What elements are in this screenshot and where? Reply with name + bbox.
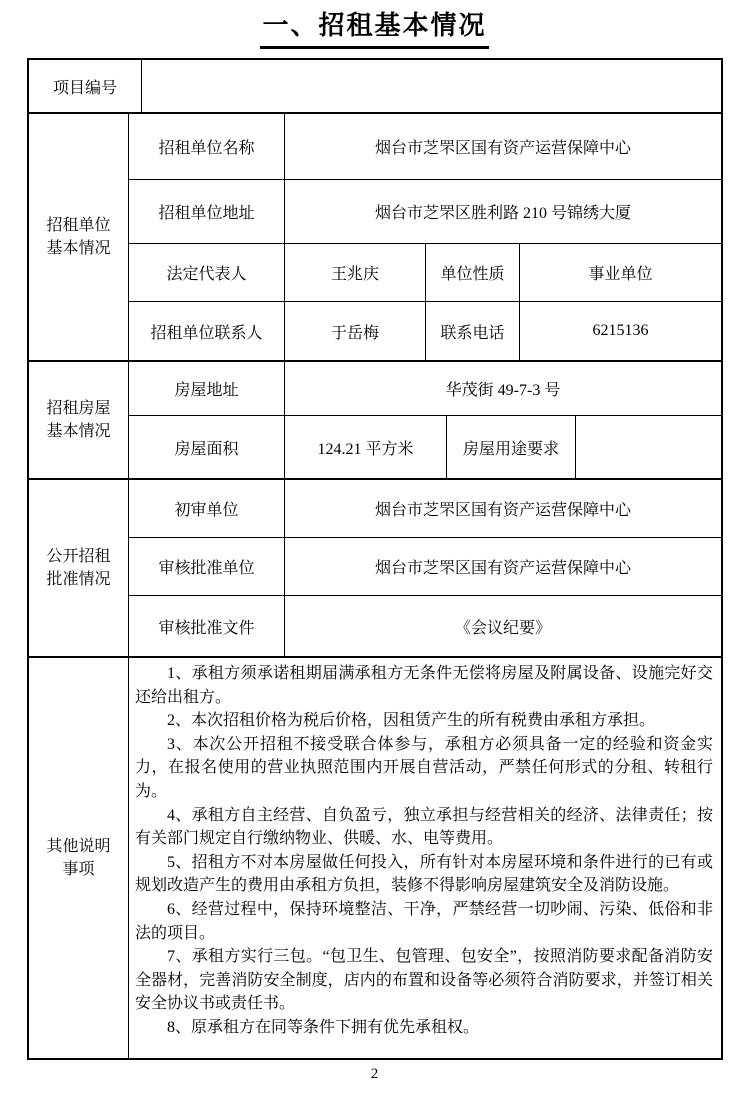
rental-info-table [27, 58, 723, 1060]
house-area-label: 房屋面积 [129, 416, 285, 478]
legal-rep-value: 王兆庆 [285, 244, 426, 301]
row-unit-name [129, 114, 721, 180]
legal-rep-label: 法定代表人 [129, 244, 285, 301]
review-unit-value: 烟台市芝罘区国有资产运营保障中心 [374, 560, 631, 577]
note-paragraph-5: 5、招租方不对本房屋做任何投入，所有针对本房屋环境和条件进行的已有或规划改造产生的费用由承租方负担，装修不得影响房屋建筑安全及消防设施。 [135, 853, 713, 895]
group-house-body [129, 362, 721, 478]
group-unit-label [29, 114, 129, 360]
group-approval-info [29, 480, 721, 658]
house-area-value: 124.21 平方米 [285, 416, 447, 478]
review-unit-label: 审核批准单位 [129, 538, 285, 595]
row-review-unit [129, 538, 721, 596]
note-paragraph-6: 6、经营过程中，保持环境整洁、干净，严禁经营一切吵闹、污染、低俗和非法的项目。 [135, 900, 713, 942]
phone-label: 联系电话 [426, 302, 520, 360]
notes-content [129, 658, 721, 1058]
group-approval-label-text: 公开招租批准情况 [46, 547, 111, 588]
contact-value: 于岳梅 [285, 302, 426, 360]
unit-address-label: 招租单位地址 [129, 180, 285, 243]
house-usage-label: 房屋用途要求 [447, 416, 576, 478]
note-paragraph-1: 1、承租方须承诺租期届满承租方无条件无偿将房屋及附属设备、设施完好交还给出租方。 [135, 665, 713, 706]
title-row [0, 0, 749, 49]
unit-type-value: 事业单位 [588, 266, 653, 283]
house-address-label: 房屋地址 [129, 362, 285, 415]
row-project-number [29, 60, 721, 114]
note-paragraph-7: 7、承租方实行三包。“包卫生、包管理、包安全”，按照消防要求配备消防安全器材，完善消防安全制度，店内的布置和设备等必须符合消防要求，并签订相关安全协议书或责任书。 [135, 948, 713, 1013]
group-unit-label-text: 招租单位基本情况 [46, 216, 111, 257]
group-house-info [29, 362, 721, 480]
initial-review-value: 烟台市芝罘区国有资产运营保障中心 [374, 502, 631, 519]
house-usage-value [576, 416, 721, 478]
group-other-notes [29, 658, 721, 1058]
row-review-doc [129, 596, 721, 656]
group-notes-label-text: 其他说明事项 [46, 837, 111, 878]
note-paragraph-8: 8、原承租方在同等条件下拥有优先承租权。 [167, 1018, 480, 1036]
page-title: 一、招租基本情况 [260, 12, 488, 49]
unit-type-label: 单位性质 [426, 244, 520, 301]
group-approval-body [129, 480, 721, 656]
note-paragraph-4: 4、承租方自主经营、自负盈亏，独立承担与经营相关的经济、法律责任；按有关部门规定自行缴纳物业、供暖、水、电等费用。 [135, 806, 713, 848]
house-address-value: 华茂街 49-7-3 号 [445, 382, 561, 399]
group-approval-label [29, 480, 129, 656]
contact-label: 招租单位联系人 [129, 302, 285, 360]
project-number-value [142, 60, 721, 112]
group-unit-body [129, 114, 721, 360]
project-number-label: 项目编号 [29, 60, 142, 112]
row-house-address [129, 362, 721, 416]
review-doc-value: 《会议纪要》 [454, 619, 551, 637]
group-unit-info [29, 114, 721, 362]
initial-review-label: 初审单位 [129, 480, 285, 537]
row-contact [129, 302, 721, 360]
page-number: 2 [370, 1066, 379, 1082]
row-unit-address [129, 180, 721, 244]
phone-value: 6215136 [592, 322, 649, 339]
row-initial-review [129, 480, 721, 538]
note-paragraph-2: 2、本次招租价格为税后价格，因租赁产生的所有税费由承租方承担。 [167, 712, 656, 730]
group-notes-label [29, 658, 129, 1058]
review-doc-label: 审核批准文件 [129, 596, 285, 656]
note-paragraph-3: 3、本次公开招租不接受联合体参与，承租方必须具备一定的经验和资金实力，在报名使用的营业执照范围内开展自营活动，严禁任何形式的分租、转租行为。 [135, 735, 713, 800]
unit-name-value: 烟台市芝罘区国有资产运营保障中心 [374, 140, 631, 157]
group-house-label-text: 招租房屋基本情况 [46, 399, 111, 440]
unit-name-label: 招租单位名称 [129, 114, 285, 179]
unit-address-value: 烟台市芝罘区胜利路 210 号锦绣大厦 [374, 205, 631, 222]
row-house-area [129, 416, 721, 478]
row-legal-rep [129, 244, 721, 302]
group-house-label [29, 362, 129, 478]
